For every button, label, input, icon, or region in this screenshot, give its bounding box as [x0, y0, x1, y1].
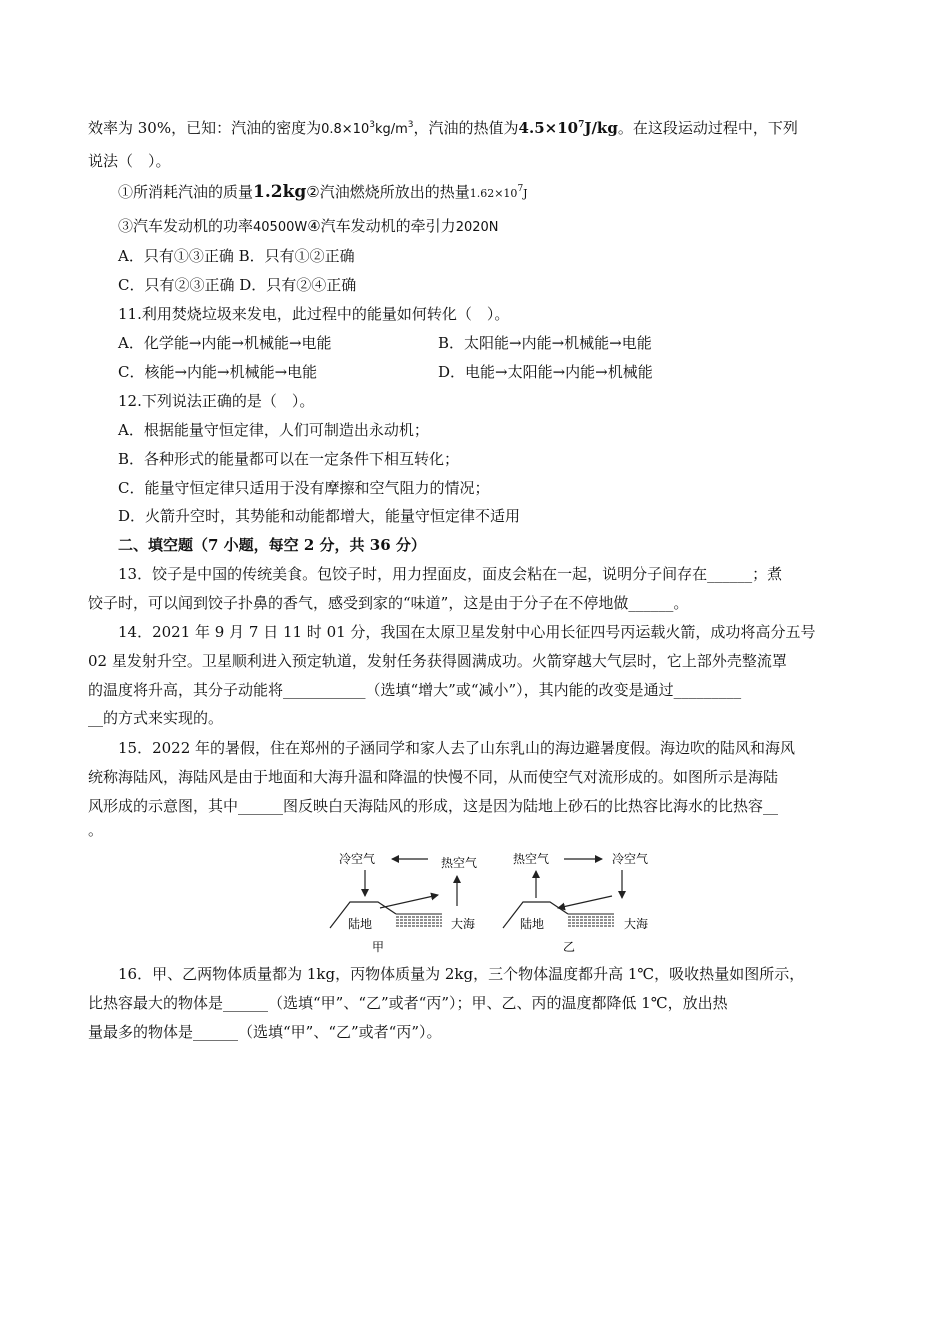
q12-option-b: B．各种形式的能量都可以在一定条件下相互转化；: [118, 450, 460, 468]
yi-arrow-diagonal: [558, 896, 612, 908]
yi-caption: 乙: [563, 940, 576, 954]
heat-released-value: $1.62\times 10^7J$: [469, 184, 528, 200]
diagram-yi: [503, 851, 648, 954]
q10-option-a: A．只有①③正确: [118, 247, 234, 265]
jia-sea-waves: [396, 914, 442, 926]
heat-value-formula: $4.5\times 10^7J/kg$: [518, 119, 618, 137]
q12-stem: 12.下列说法正确的是（ ）。: [118, 392, 315, 410]
q14-line3: 的温度将升高，其分子动能将___________（选填“增大”或“减小”），其内能的改变是通过_________: [88, 681, 742, 699]
power-value: 40500W: [253, 220, 308, 235]
q16-line3: 量最多的物体是______（选填“甲”、“乙”或者“丙”）。: [88, 1023, 442, 1041]
yi-land-label: 陆地: [520, 917, 545, 931]
q10-items-3-4: ③汽车发动机的功率40500W④汽车发动机的牵引力2020N: [118, 217, 499, 235]
q12-option-c: C．能量守恒定律只适用于没有摩擦和空气阻力的情况；: [118, 479, 490, 497]
q13-line2: 饺子时，可以闻到饺子扑鼻的香气，感受到家的“味道”，这是由于分子在不停地做______。: [88, 594, 689, 612]
yi-sea-waves: [568, 914, 614, 926]
q14-line4: __的方式来实现的。: [88, 709, 224, 727]
q10-line1: [88, 118, 863, 140]
jia-arrow-diagonal: [380, 895, 438, 908]
jia-hot-air-label: 热空气: [441, 856, 478, 870]
yi-cold-air-label: 冷空气: [612, 852, 649, 866]
q16-line2: 比热容最大的物体是______（选填“甲”、“乙”或者“丙”）；甲、乙、丙的温度都降低 1℃，放出热: [88, 994, 728, 1012]
q14-line2: 02 星发射升空。卫星顺利进入预定轨道，发射任务获得圆满成功。火箭穿越大气层时，它上部外壳整流罩: [88, 652, 787, 670]
yi-hot-air-label: 热空气: [513, 852, 550, 866]
q13-line1: 13．饺子是中国的传统美食。包饺子时，用力捏面皮，面皮会粘在一起，说明分子间存在______；煮: [118, 565, 783, 583]
q15-line2: 统称海陆风，海陆风是由于地面和大海升温和降温的快慢不同，从而使空气对流形成的。如图所示是海陆: [88, 768, 779, 786]
q11-option-b: B．太阳能→内能→机械能→电能: [438, 334, 652, 352]
q11-option-a: A．化学能→内能→机械能→电能: [118, 334, 332, 352]
force-value: 2020N: [455, 220, 499, 235]
q10-option-c: C．只有②③正确: [118, 276, 235, 294]
jia-cold-air-label: 冷空气: [339, 852, 376, 866]
section-heading: 二、填空题（7 小题，每空 2 分，共 36 分）: [118, 536, 426, 554]
q16-line1: 16．甲、乙两物体质量都为 1kg，丙物体质量为 2kg，三个物体温度都升高 1℃，吸收热量如图所示，: [118, 965, 805, 983]
q10-text: ，汽油的热值为: [413, 119, 519, 137]
q10-text: 。在这段运动过程中，下列: [617, 119, 798, 137]
density-formula: $0.8\times 10^3kg/m^3$: [321, 120, 414, 137]
q12-option-a: A．根据能量守恒定律，人们可制造出永动机；: [118, 421, 429, 439]
q11-options-cd: [118, 362, 863, 382]
jia-caption: 甲: [372, 940, 385, 954]
q14-line1: 14．2021 年 9 月 7 日 11 时 01 分，我国在太原卫星发射中心用长征四号丙运载火箭，成功将高分五号: [118, 623, 816, 641]
q11-options-ab: [118, 333, 863, 353]
q11-option-c: C．核能→内能→机械能→电能: [118, 363, 318, 381]
q15-line1: 15．2022 年的暑假，住在郑州的子涵同学和家人去了山东乳山的海边避暑度假。海边吹的陆风和海风: [118, 739, 796, 757]
q10-option-b: B．只有①②正确: [238, 247, 355, 265]
q11-option-d: D．电能→太阳能→内能→机械能: [438, 363, 653, 381]
sea-land-breeze-figure: [320, 846, 665, 956]
diagram-jia: [330, 851, 477, 954]
q10-option-d: D．只有②④正确: [239, 276, 357, 294]
jia-sea-label: 大海: [451, 917, 476, 931]
q11-stem: 11.利用焚烧垃圾来发电，此过程中的能量如何转化（ ）。: [118, 305, 510, 323]
q10-line2: 说法（ ）。: [88, 152, 171, 170]
q10-items-1-2: ①所消耗汽油的质量1.2kg②汽油燃烧所放出的热量$1.62\times 10^7J$: [118, 182, 528, 202]
q10-options-cd: [118, 275, 863, 295]
q10-options-ab: [118, 246, 863, 266]
q15-line3: 风形成的示意图，其中______图反映白天海陆风的形成，这是因为陆地上砂石的比热容比海水的比热容__: [88, 797, 779, 815]
q12-option-d: D．火箭升空时，其势能和动能都增大，能量守恒定律不适用: [118, 507, 521, 525]
q10-text: 效率为 30%，已知：汽油的密度为: [88, 119, 322, 137]
jia-land-label: 陆地: [348, 917, 373, 931]
yi-sea-label: 大海: [624, 917, 649, 931]
q15-line4: 。: [88, 821, 104, 839]
mass-value: 1.2kg: [253, 182, 307, 202]
